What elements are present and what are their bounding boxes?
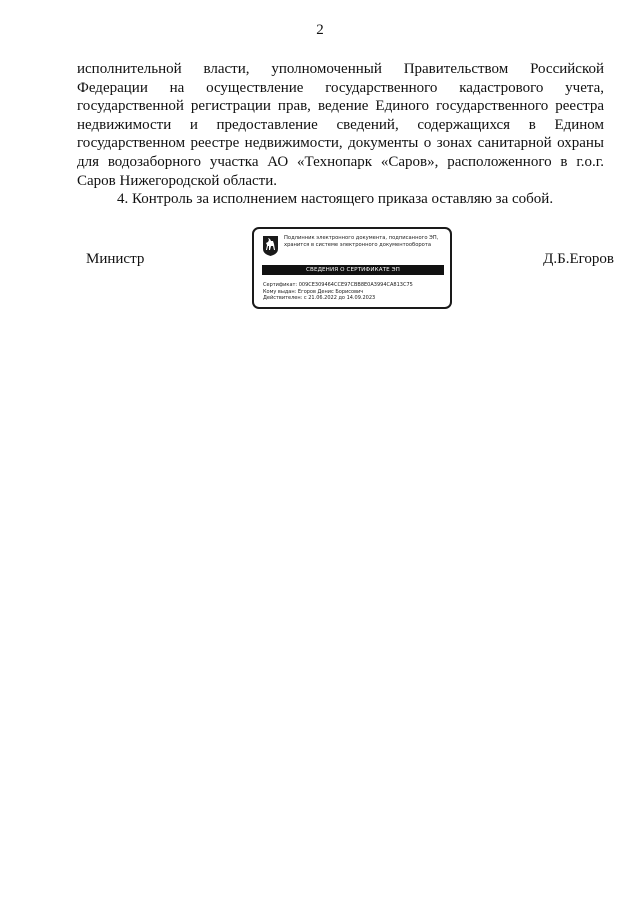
certificate-value: 009CE309464CCE97CBB8E0A3994CA813C75 — [298, 282, 413, 288]
certificate-row — [263, 282, 447, 289]
stamp-note — [284, 235, 448, 248]
paragraph-4: 4. Контроль за исполнением настоящего приказа оставляю за собой. — [117, 191, 554, 208]
paragraph-continuation: исполнительной власти, уполномоченный Правительством Российской Федерации на осуществление государственного кадастрового учета, государственной регистрации прав, ведение Единого государственного реестра недвижимости и предоставление сведений, содержащихся в Едином государственном реестре недвижимости, документы о зонах санитарной охраны для водозаборного участка АО «Технопарк «Саров», расположенного в г.о.г. Саров Нижегородской области. — [77, 61, 604, 189]
stamp-note-line-1: Подлинник электронного документа, подписанного ЭП, — [284, 235, 439, 241]
validity-row — [263, 295, 447, 302]
certificate-label: Сертификат: — [263, 282, 298, 288]
issued-to-row — [263, 289, 447, 296]
signatory-name: Д.Б.Егоров — [543, 251, 614, 267]
document-body — [77, 60, 604, 209]
validity-value: с 21.06.2022 до 14.09.2023 — [303, 295, 376, 302]
stamp-details — [263, 282, 447, 302]
signatory-title: Министр — [86, 251, 145, 267]
stamp-header-bar: СВЕДЕНИЯ О СЕРТИФИКАТЕ ЭП — [262, 265, 444, 275]
page-number: 2 — [316, 22, 324, 38]
regional-emblem-icon — [262, 235, 279, 257]
issued-to-value: Егоров Денис Борисович — [297, 288, 364, 295]
stamp-note-line-2: хранится в системе электронного документооборота — [284, 241, 432, 248]
validity-label: Действителен: — [263, 295, 303, 302]
electronic-signature-stamp — [252, 227, 452, 309]
issued-to-label: Кому выдан: — [263, 288, 297, 295]
